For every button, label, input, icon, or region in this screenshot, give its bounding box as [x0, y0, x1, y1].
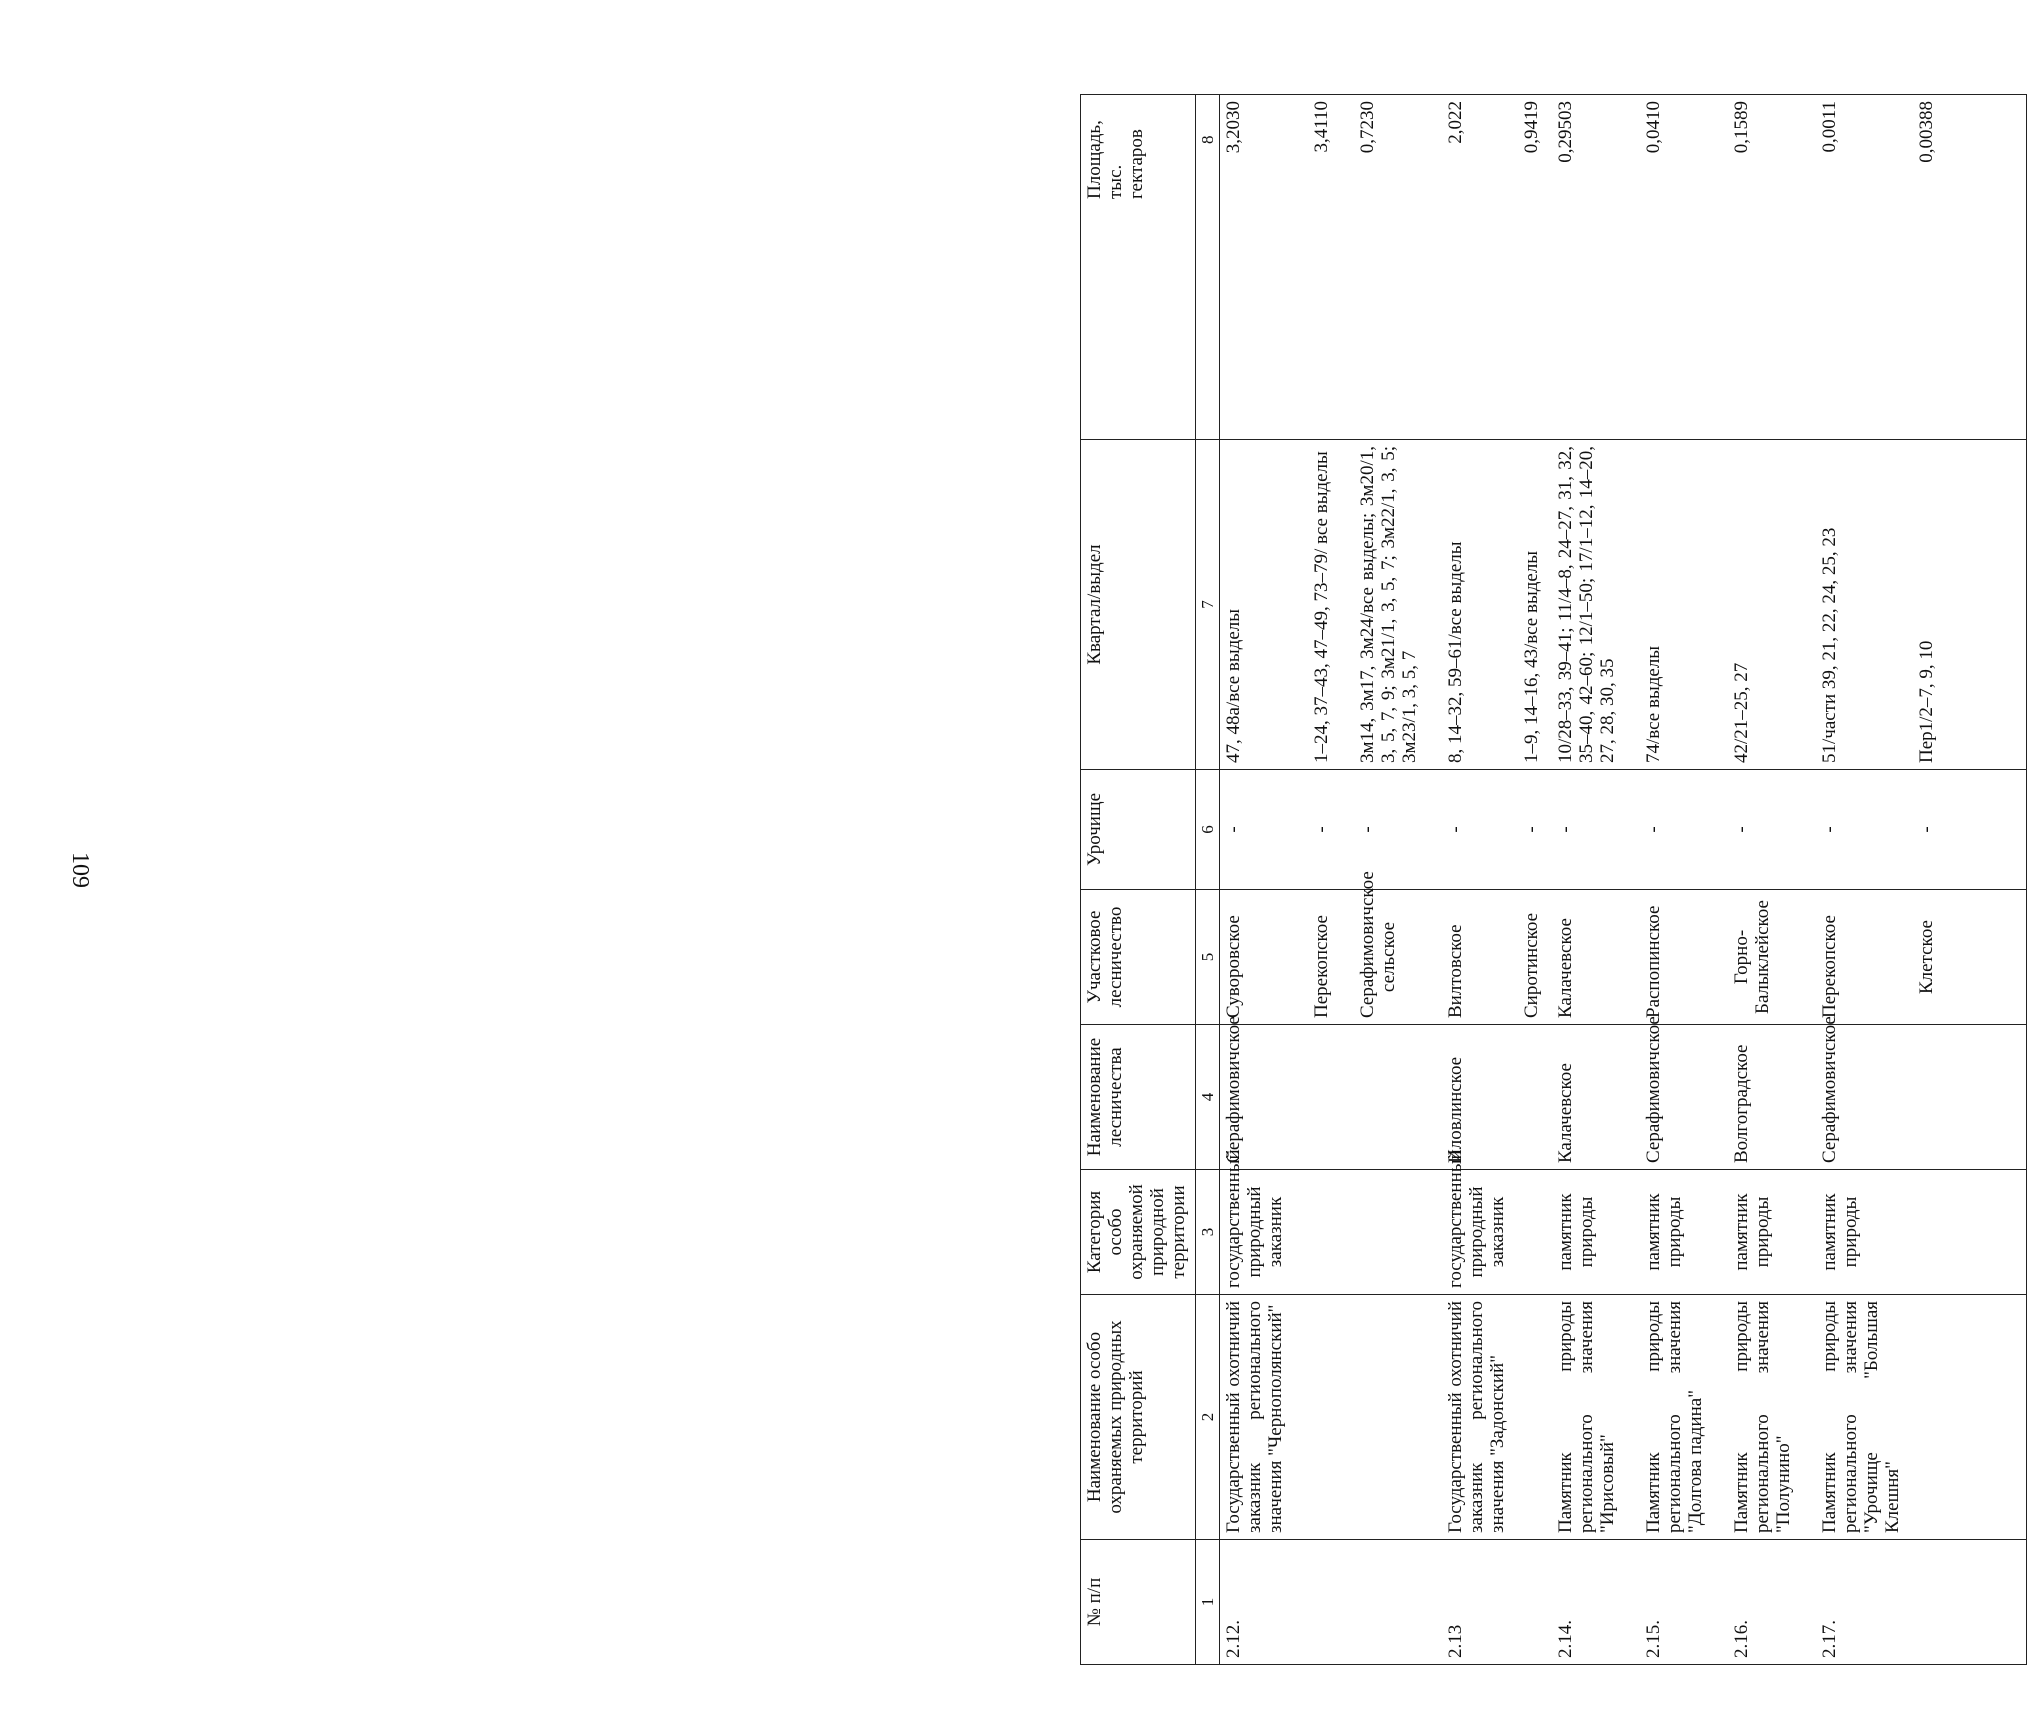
- area-value: 0,9419: [1511, 95, 1545, 440]
- area-name: Памятник природы регионального значения "Ирисовый": [1545, 1295, 1621, 1540]
- area-value: 2,022: [1423, 95, 1511, 440]
- district-name: Горно-Балыклейское: [1709, 890, 1797, 1025]
- area-name: Памятник природы регионального значения "Долгова падина": [1621, 1295, 1709, 1540]
- forestry-name: [1289, 1025, 1335, 1170]
- district-name: Серафимовичское сельское: [1335, 890, 1423, 1025]
- col-number: 5: [1196, 890, 1220, 1025]
- area-category: государственный природный заказник: [1423, 1170, 1511, 1295]
- area-value: 3,2030: [1220, 95, 1290, 440]
- row-number: 2.12.: [1220, 1540, 1290, 1665]
- header-district: Участковое лесничество: [1081, 890, 1196, 1025]
- table-row: [1906, 95, 2026, 1665]
- district-name: Клетское: [1906, 890, 2026, 1025]
- area-category: [1511, 1170, 1545, 1295]
- table-row: [1797, 95, 1906, 1665]
- area-value: 0,7230: [1335, 95, 1423, 440]
- col-number: 1: [1196, 1540, 1220, 1665]
- table-row: [1511, 95, 1545, 1665]
- row-number: 2.13: [1423, 1540, 1511, 1665]
- row-number: [1335, 1540, 1423, 1665]
- area-name: Памятник природы регионального значения "Урочище "Большая Клешня": [1797, 1295, 1906, 1540]
- forestry-name: Серафимовичское: [1797, 1025, 1906, 1170]
- tract-name: -: [1335, 770, 1423, 890]
- area-name: Государственный охотничий заказник регионального значения "Чернополянский": [1220, 1295, 1290, 1540]
- quarter-plot: 8, 14–32, 59–61/все выделы: [1423, 440, 1511, 770]
- document-table-rotated: [1080, 95, 1985, 1665]
- quarter-plot: 42/21–25, 27: [1709, 440, 1797, 770]
- col-number: 7: [1196, 440, 1220, 770]
- area-name: [1906, 1295, 2026, 1540]
- area-category: памятник природы: [1621, 1170, 1709, 1295]
- quarter-plot: Пер1/2–7, 9, 10: [1906, 440, 2026, 770]
- quarter-plot: 10/28–33, 39–41; 11/4–8, 24–27, 31, 32, 35–40, 42–60; 12/1–50; 17/1–12, 14–20, 27, 28, 30, 35: [1545, 440, 1621, 770]
- table-row: [1335, 95, 1423, 1665]
- table-row: [1220, 95, 1290, 1665]
- table-row: [1423, 95, 1511, 1665]
- area-name: [1289, 1295, 1335, 1540]
- district-name: Вилтовское: [1423, 890, 1511, 1025]
- tract-name: -: [1709, 770, 1797, 890]
- area-category: [1335, 1170, 1423, 1295]
- area-name: [1511, 1295, 1545, 1540]
- forestry-name: Серафимовичское: [1220, 1025, 1290, 1170]
- header-row: [1081, 95, 1196, 1665]
- tract-name: -: [1621, 770, 1709, 890]
- district-name: Перекопское: [1797, 890, 1906, 1025]
- forestry-name: [1906, 1025, 2026, 1170]
- page-number: 109: [67, 852, 93, 888]
- area-value: 0,00388: [1906, 95, 2026, 440]
- tract-name: -: [1423, 770, 1511, 890]
- column-number-row: [1196, 95, 1220, 1665]
- district-name: Сиротинское: [1511, 890, 1545, 1025]
- district-name: Суворовское: [1220, 890, 1290, 1025]
- area-name: Памятник природы регионального значения "Полунино": [1709, 1295, 1797, 1540]
- forestry-name: Калачевское: [1545, 1025, 1621, 1170]
- table-row: [1289, 95, 1335, 1665]
- forestry-name: Иловлинское: [1423, 1025, 1511, 1170]
- header-quarter: Квартал/выдел: [1081, 440, 1196, 770]
- col-number: 6: [1196, 770, 1220, 890]
- forestry-name: Серафимовичское: [1621, 1025, 1709, 1170]
- forestry-name: [1335, 1025, 1423, 1170]
- area-value: 0,0410: [1621, 95, 1709, 440]
- tract-name: -: [1511, 770, 1545, 890]
- tract-name: -: [1220, 770, 1290, 890]
- table-row: [1621, 95, 1709, 1665]
- area-value: 0,29503: [1545, 95, 1621, 440]
- area-category: [1289, 1170, 1335, 1295]
- area-value: 0,0011: [1797, 95, 1906, 440]
- quarter-plot: 1–24, 37–43, 47–49, 73–79/ все выделы: [1289, 440, 1335, 770]
- district-name: Распопинское: [1621, 890, 1709, 1025]
- area-category: государственный природный заказник: [1220, 1170, 1290, 1295]
- header-tract: Урочище: [1081, 770, 1196, 890]
- row-number: [1289, 1540, 1335, 1665]
- area-value: 0,1589: [1709, 95, 1797, 440]
- tract-name: -: [1545, 770, 1621, 890]
- col-number: 4: [1196, 1025, 1220, 1170]
- quarter-plot: 3м14, 3м17, 3м24/все выделы; 3м20/1, 3, 5, 7, 9; 3м21/1, 3, 5, 7; 3м22/1, 3, 5; 3м23/1, 3, 5, 7: [1335, 440, 1423, 770]
- col-number: 2: [1196, 1295, 1220, 1540]
- area-name: [1335, 1295, 1423, 1540]
- tract-name: -: [1797, 770, 1906, 890]
- area-category: памятник природы: [1545, 1170, 1621, 1295]
- row-number: 2.17.: [1797, 1540, 1906, 1665]
- area-category: [1906, 1170, 2026, 1295]
- col-number: 8: [1196, 95, 1220, 440]
- quarter-plot: 51/части 39, 21, 22, 24, 25, 23: [1797, 440, 1906, 770]
- tract-name: -: [1289, 770, 1335, 890]
- table-row: [1545, 95, 1621, 1665]
- table-row: [1709, 95, 1797, 1665]
- header-category: Категория особо охраняемой природной территории: [1081, 1170, 1196, 1295]
- quarter-plot: 47, 48а/все выделы: [1220, 440, 1290, 770]
- quarter-plot: 74/все выделы: [1621, 440, 1709, 770]
- protected-areas-table: [1080, 94, 2027, 1665]
- header-forestry: Наименование лесничества: [1081, 1025, 1196, 1170]
- col-number: 3: [1196, 1170, 1220, 1295]
- row-number: 2.15.: [1621, 1540, 1709, 1665]
- header-area: Площадь, тыс. гектаров: [1081, 95, 1196, 440]
- area-category: памятник природы: [1709, 1170, 1797, 1295]
- district-name: Калачевское: [1545, 890, 1621, 1025]
- header-number: № п/п: [1081, 1540, 1196, 1665]
- row-number: 2.14.: [1545, 1540, 1621, 1665]
- row-number: 2.16.: [1709, 1540, 1797, 1665]
- forestry-name: [1511, 1025, 1545, 1170]
- tract-name: -: [1906, 770, 2026, 890]
- district-name: Перекопское: [1289, 890, 1335, 1025]
- forestry-name: Волгоградское: [1709, 1025, 1797, 1170]
- area-name: Государственный охотничий заказник регионального значения "Задонский": [1423, 1295, 1511, 1540]
- row-number: [1906, 1540, 2026, 1665]
- area-category: памятник природы: [1797, 1170, 1906, 1295]
- quarter-plot: 1–9, 14–16, 43/все выделы: [1511, 440, 1545, 770]
- header-name: Наименование особо охраняемых природных территорий: [1081, 1295, 1196, 1540]
- row-number: [1511, 1540, 1545, 1665]
- area-value: 3,4110: [1289, 95, 1335, 440]
